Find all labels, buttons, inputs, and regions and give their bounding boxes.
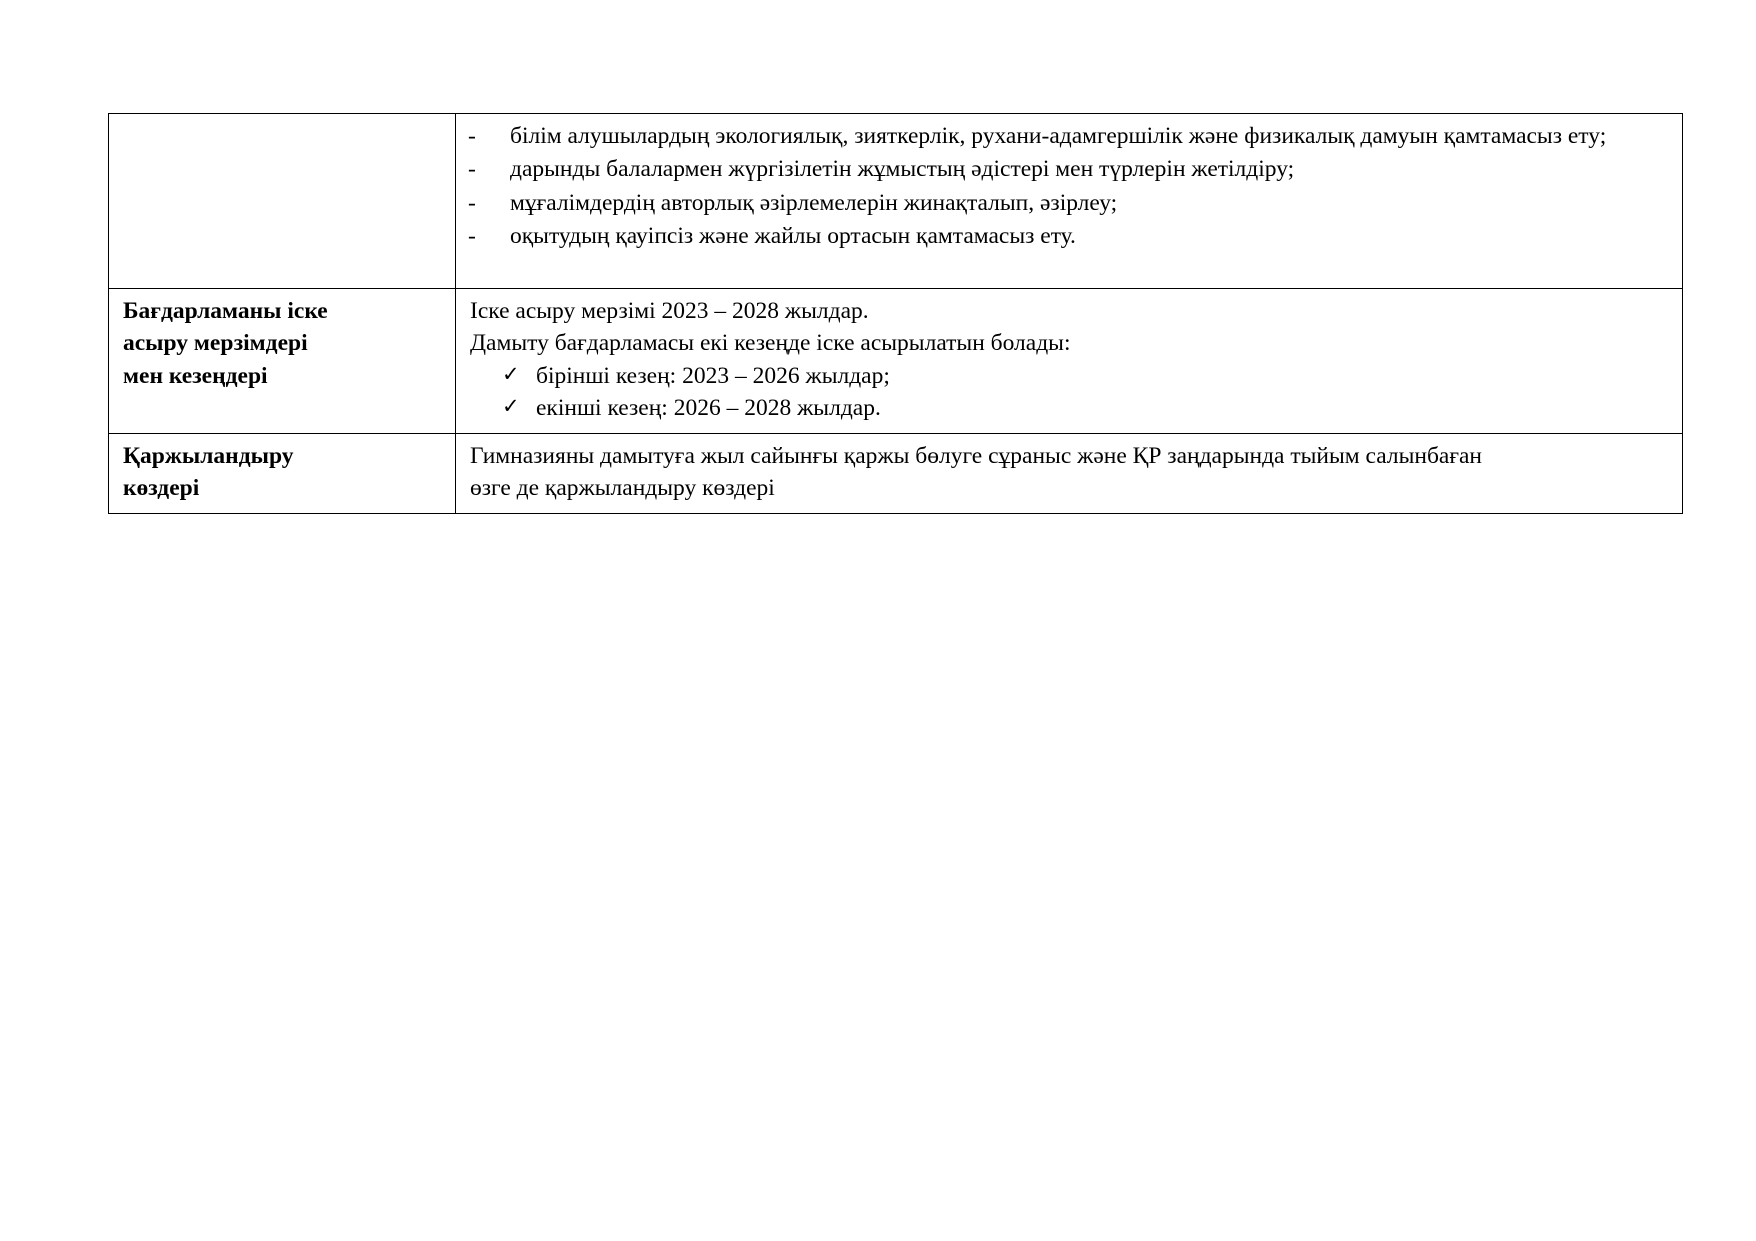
list-item: - оқытудың қауіпсіз және жайлы ортасын қамтамасыз ету.: [464, 220, 1674, 252]
objectives-list: [464, 120, 1674, 253]
list-item: - дарынды балалармен жүргізілетін жұмыстың әдістері мен түрлерін жетілдіру;: [464, 153, 1674, 185]
row-body-implementation-periods: [456, 289, 1683, 434]
phases-list: [464, 360, 1674, 425]
row-body-funding-sources: [456, 433, 1683, 513]
row-label-empty: [109, 114, 456, 289]
table-row: [109, 289, 1683, 434]
list-item: ✓ бірінші кезең: 2023 – 2026 жылдар;: [464, 360, 1674, 392]
program-details-table: [108, 113, 1683, 514]
table-row: [109, 114, 1683, 289]
row-label-funding-sources: [109, 433, 456, 513]
body-paragraph: Іске асыру мерзімі 2023 – 2028 жылдар.: [470, 298, 869, 324]
label-line: көздері: [123, 475, 200, 502]
label-line: мен кезеңдері: [123, 362, 268, 389]
row-label-implementation-periods: [109, 289, 456, 434]
label-line: асыру мерзімдері: [123, 330, 308, 357]
body-paragraph: Гимназияны дамытуға жыл сайынғы қаржы бөлуге сұраныс және ҚР заңдарында тыйым салынбаған: [470, 442, 1482, 469]
label-line: Бағдарламаны іске: [123, 298, 328, 324]
list-item: - мұғалімдердің авторлық әзірлемелерін жинақталып, әзірлеу;: [464, 187, 1674, 219]
list-item: ✓ екінші кезең: 2026 – 2028 жылдар.: [464, 392, 1674, 424]
body-paragraph: Дамыту бағдарламасы екі кезеңде іске асырылатын болады:: [470, 330, 1071, 357]
table-row: [109, 433, 1683, 513]
row-body-objectives: [456, 114, 1683, 289]
list-item: - білім алушылардың экологиялық, зияткерлік, рухани-адамгершілік және физикалық дамуын қамтамасыз ету;: [464, 120, 1674, 152]
label-line: Қаржыландыру: [123, 442, 294, 469]
body-paragraph: өзге де қаржыландыру көздері: [470, 475, 775, 502]
